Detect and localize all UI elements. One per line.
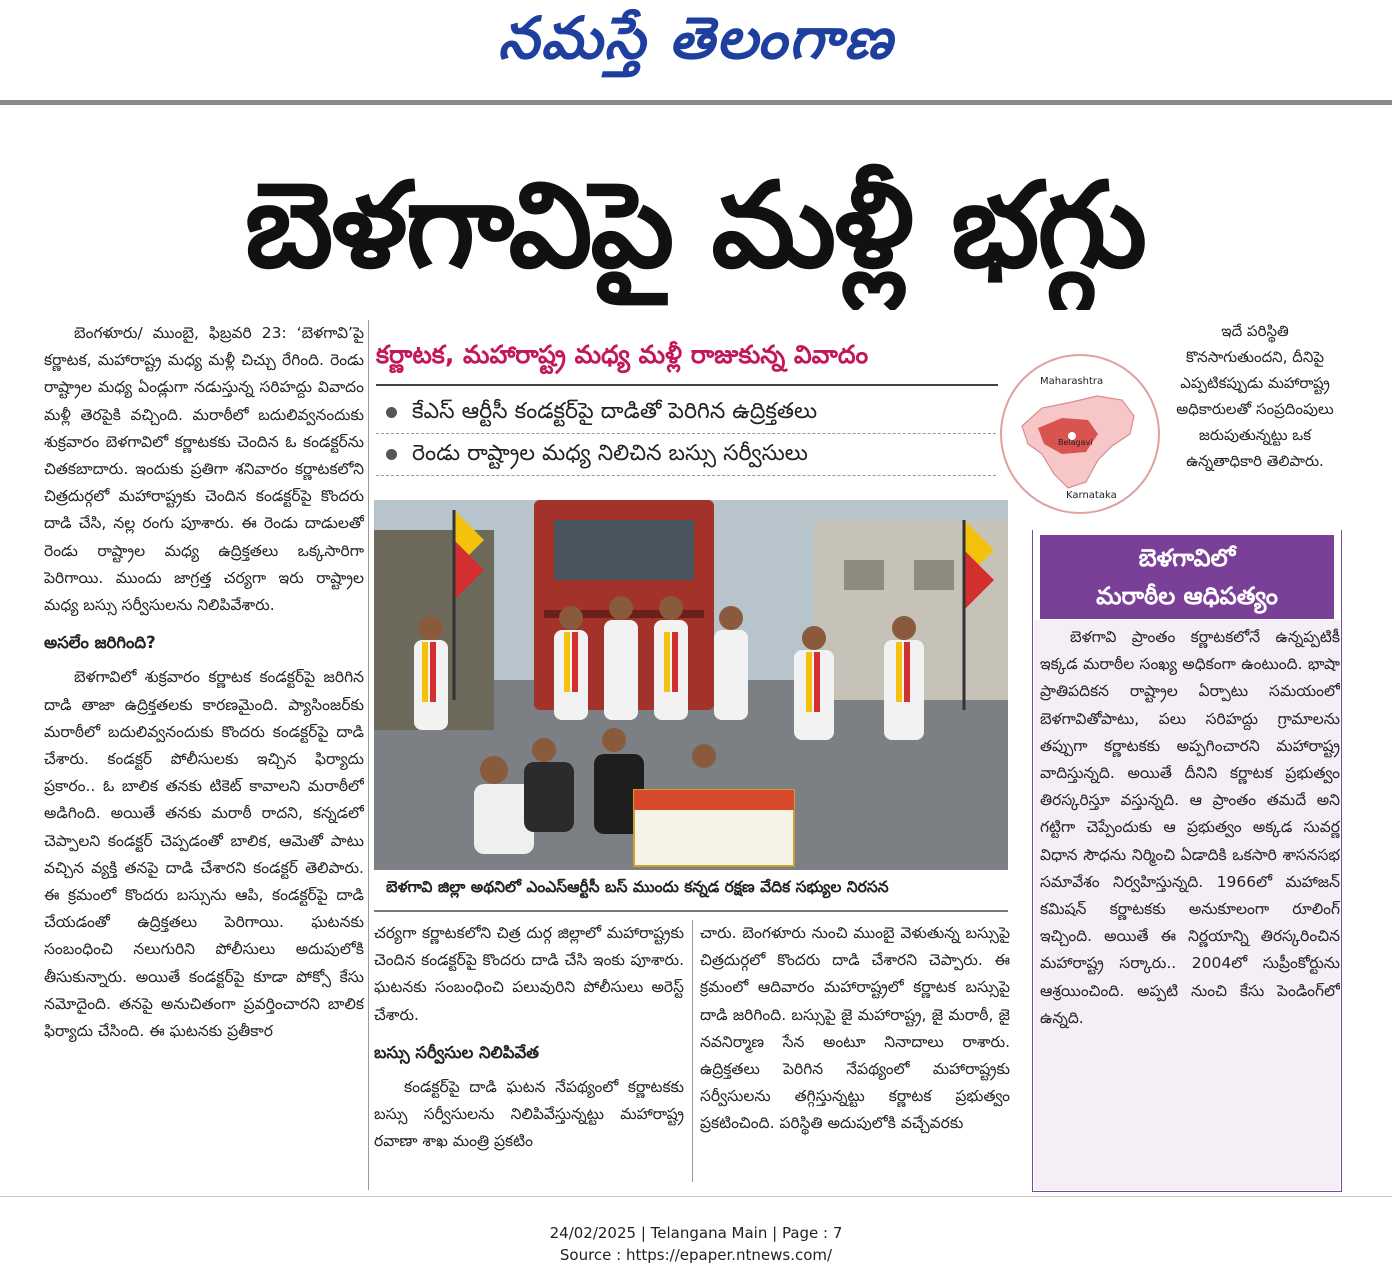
kicker-subheadline: కర్ణాటక, మహారాష్ట్ర మధ్య మళ్లీ రాజుకున్న వివాదం (376, 340, 869, 369)
article-body: చారు. బెంగళూరు నుంచి ముంబై వెళుతున్న బస్సుపై చిత్రదుర్గలో కొందరు దాడి చేశారని చెప్పారు. ఈ క్రమంలో ఆదివారం మహారాష్ట్రలో కర్ణాటక బస్సుపై దాడి జరిగింది. బస్సుపై జై మహారాష్ట్ర, జై మరాఠీ, జై నవనిర్మాణ సేన అంటూ నినాదాలు రాశారు. ఉద్రిక్తతలు పెరిగిన నేపథ్యంలో మహారాష్ట్రకు సర్వీసులను తగ్గిస్తున్నట్టు కర్ణాటక ప్రభుత్వం ప్రకటించింది. పరిస్థితి అదుపులోకి వచ్చేవరకు (700, 924, 1010, 1133)
section-subhead: బస్సు సర్వీసుల నిలిపివేత (374, 1042, 540, 1062)
center-column-2 (700, 920, 1010, 1182)
map-label-north: Maharashtra (1040, 376, 1104, 387)
article-body: బెళగావిలో శుక్రవారం కర్ణాటక కండక్టర్‌పై జరిగిన దాడి తాజా ఉద్రిక్తతలకు కారణమైంది. ప్యాసింజర్‌కు మరాఠీలో బదులివ్వనందుకు కొందరు కండక్టర్‌పై దాడి చేశారు. కండక్టర్ పోలీసులకు ఇచ్చిన ఫిర్యాదు ప్రకారం.. ఓ బాలిక తనకు టికెట్ కావాలని మరాఠీలో అడిగింది. అయితే తనకు మరాఠీ రాదని, కన్నడలో చెప్పాలని కండక్టర్ చెప్పడంతో బాలిక, ఆమెతో పాటు వచ్చిన వ్యక్తి తనపై దాడి చేశారని కండక్టర్ తెలిపారు. ఈ క్రమంలో కొందరు బస్సును ఆపి, కండక్టర్‌పై దాడి చేయడంతో ఉద్రిక్తతలు పెరిగాయి. ఘటనకు సంబంధించి నలుగురిని పోలీసులు అదుపులోకి తీసుకున్నారు. అయితే కండక్టర్‌పై కూడా పోక్సో కేసు నమోదైంది. తనపై అనుచితంగా ప్రవర్తించారని బాలిక ఫిర్యాదు చేసింది. ఈ ఘటనకు ప్రతీకార (44, 668, 364, 1041)
sidebar-title-line2: మరాఠీల ఆధిపత్యం (1096, 582, 1278, 610)
sidebar-body: బెళగావి ప్రాంతం కర్ణాటకలోనే ఉన్నప్పటికీ ఇక్కడ మరాఠీల సంఖ్య అధికంగా ఉంటుంది. భాషా ప్రాతిపదికన రాష్ట్రాల ఏర్పాటు సమయంలో బెళగావితోపాటు, పలు సరిహద్దు గ్రామాలను తప్పుగా కర్ణాటకకు అప్పగించారని మహారాష్ట్ర వాదిస్తున్నది. అయితే దీనిని కర్ణాటక ప్రభుత్వం తిరస్కరిస్తూ వస్తున్నది. ఆ ప్రాంతం తమదే అని గట్టిగా చెప్పేందుకు ఆ ప్రభుత్వం అక్కడ సువర్ణ విధాన సౌధను నిర్మించి ఏడాదికి ఒకసారి శాసనసభ సమావేశం నిర్వహిస్తున్నది. 1966లో మహాజన్ కమిషన్ కర్ణాటకకు అనుకూలంగా రూలింగ్ ఇచ్చింది. అయితే ఈ నిర్ణయాన్ని తిరస్కరించిన మహారాష్ట్ర సర్కారు.. 2004లో సుప్రీంకోర్టును ఆశ్రయించింది. అప్పటి నుంచి కేసు పెండింగ్‌లో ఉన్నది. (1040, 628, 1340, 1027)
top-right-text: ఇదే పరిస్థితి కొనసాగుతుందని, దీనిపై ఎప్పటికప్పుడు మహారాష్ట్ర అధికారులతో సంప్రదింపులు జరుపుతున్నట్టు ఒక ఉన్నతాధికారి తెలిపారు. (1176, 322, 1334, 470)
photo-caption: బెళగావి జిల్లా అథనిలో ఎంఎస్ఆర్టీసీ బస్ ముందు కన్నడ రక్షణ వేదిక సభ్యుల నిరసన (386, 878, 889, 896)
column-divider (692, 920, 693, 1182)
article-body: కండక్టర్‌పై దాడి ఘటన నేపథ్యంలో కర్ణాటకకు బస్సు సర్వీసులను నిలిపివేస్తున్నట్టు మహారాష్ట్ర రవాణా శాఖ మంత్రి ప్రకటిం (374, 1078, 684, 1151)
footer-date-page: 24/02/2025 | Telangana Main | Page : 7 (549, 1224, 843, 1242)
center-column-1 (374, 920, 684, 1182)
sidebar-title-line1: బెళగావిలో (1138, 544, 1236, 572)
section-subhead: అసలేం జరిగింది? (44, 633, 156, 653)
masthead-logo: నమస్తే తెలంగాణ (498, 4, 894, 72)
bullet-list (376, 392, 996, 476)
bullet-item (376, 434, 996, 476)
article-intro: బెంగళూరు/ ముంబై, ఫిబ్రవరి 23: ‘బెళగావి’పై కర్ణాటక, మహారాష్ట్ర మధ్య మళ్లీ చిచ్చు రేగింది. రెండు రాష్ట్రాల మధ్య ఏండ్లుగా నడుస్తున్న సరిహద్దు వివాదం మళ్లీ తెరపైకి వచ్చింది. మరాఠీలో బదులివ్వనందుకు శుక్రవారం బెళగావిలో కర్ణాటకకు చెందిన ఓ కండక్టర్‌ను చితకబాదారు. ఇందుకు ప్రతిగా శనివారం కర్ణాటకలోని చిత్రదుర్గలో మహారాష్ట్రకు చెందిన కండక్టర్‌పై కొందరు దాడి చేసి, నల్ల రంగు పూశారు. ఈ రెండు దాడులతో రెండు రాష్ట్రాల మధ్య ఉద్రిక్తతలు ఒక్కసారిగా పెరిగాయి. ముందు జాగ్రత్త చర్యగా ఇరు రాష్ట్రాల మధ్య బస్సు సర్వీసులను నిలిపివేశారు. (44, 324, 364, 615)
article-body: చర్యగా కర్ణాటకలోని చిత్ర దుర్గ జిల్లాలో మహారాష్ట్రకు చెందిన కండక్టర్‌పై కొందరు దాడి చేసి ఇంకు పూశారు. ఘటనకు సంబంధించి పలువురిని పోలీసులు అరెస్ట్ చేశారు. (374, 924, 684, 1024)
bullet-dot-icon (386, 407, 397, 418)
news-photo (374, 500, 1008, 870)
bullet-text: రెండు రాష్ట్రాల మధ్య నిలిచిన బస్సు సర్వీసులు (412, 441, 808, 466)
sidebar-column (1040, 624, 1340, 1184)
masthead-divider (0, 100, 1392, 105)
footer-source: Source : https://epaper.ntnews.com/ (559, 1246, 833, 1264)
headline: బెళగావిపై మళ్లీ భగ్గు (244, 156, 1146, 294)
bullet-text: కేఎస్ ఆర్టీసీ కండక్టర్‌పై దాడితో పెరిగిన ఉద్రిక్తతలు (412, 399, 818, 424)
map-graphic (1000, 354, 1160, 514)
sidebar-heading (1040, 535, 1334, 619)
map-label-city: Belagavi (1058, 438, 1093, 447)
masthead (0, 0, 1392, 100)
left-column (44, 320, 364, 1192)
bullet-item (376, 392, 996, 434)
kicker-divider (376, 384, 998, 386)
caption-divider (374, 910, 1008, 912)
bullet-dot-icon (386, 449, 397, 460)
protest-photo-illustration (374, 500, 1008, 870)
page-bottom-divider (0, 1196, 1392, 1197)
footer (0, 1222, 1392, 1266)
column-divider (368, 320, 369, 1190)
map-label-south: Karnataka (1066, 490, 1117, 501)
